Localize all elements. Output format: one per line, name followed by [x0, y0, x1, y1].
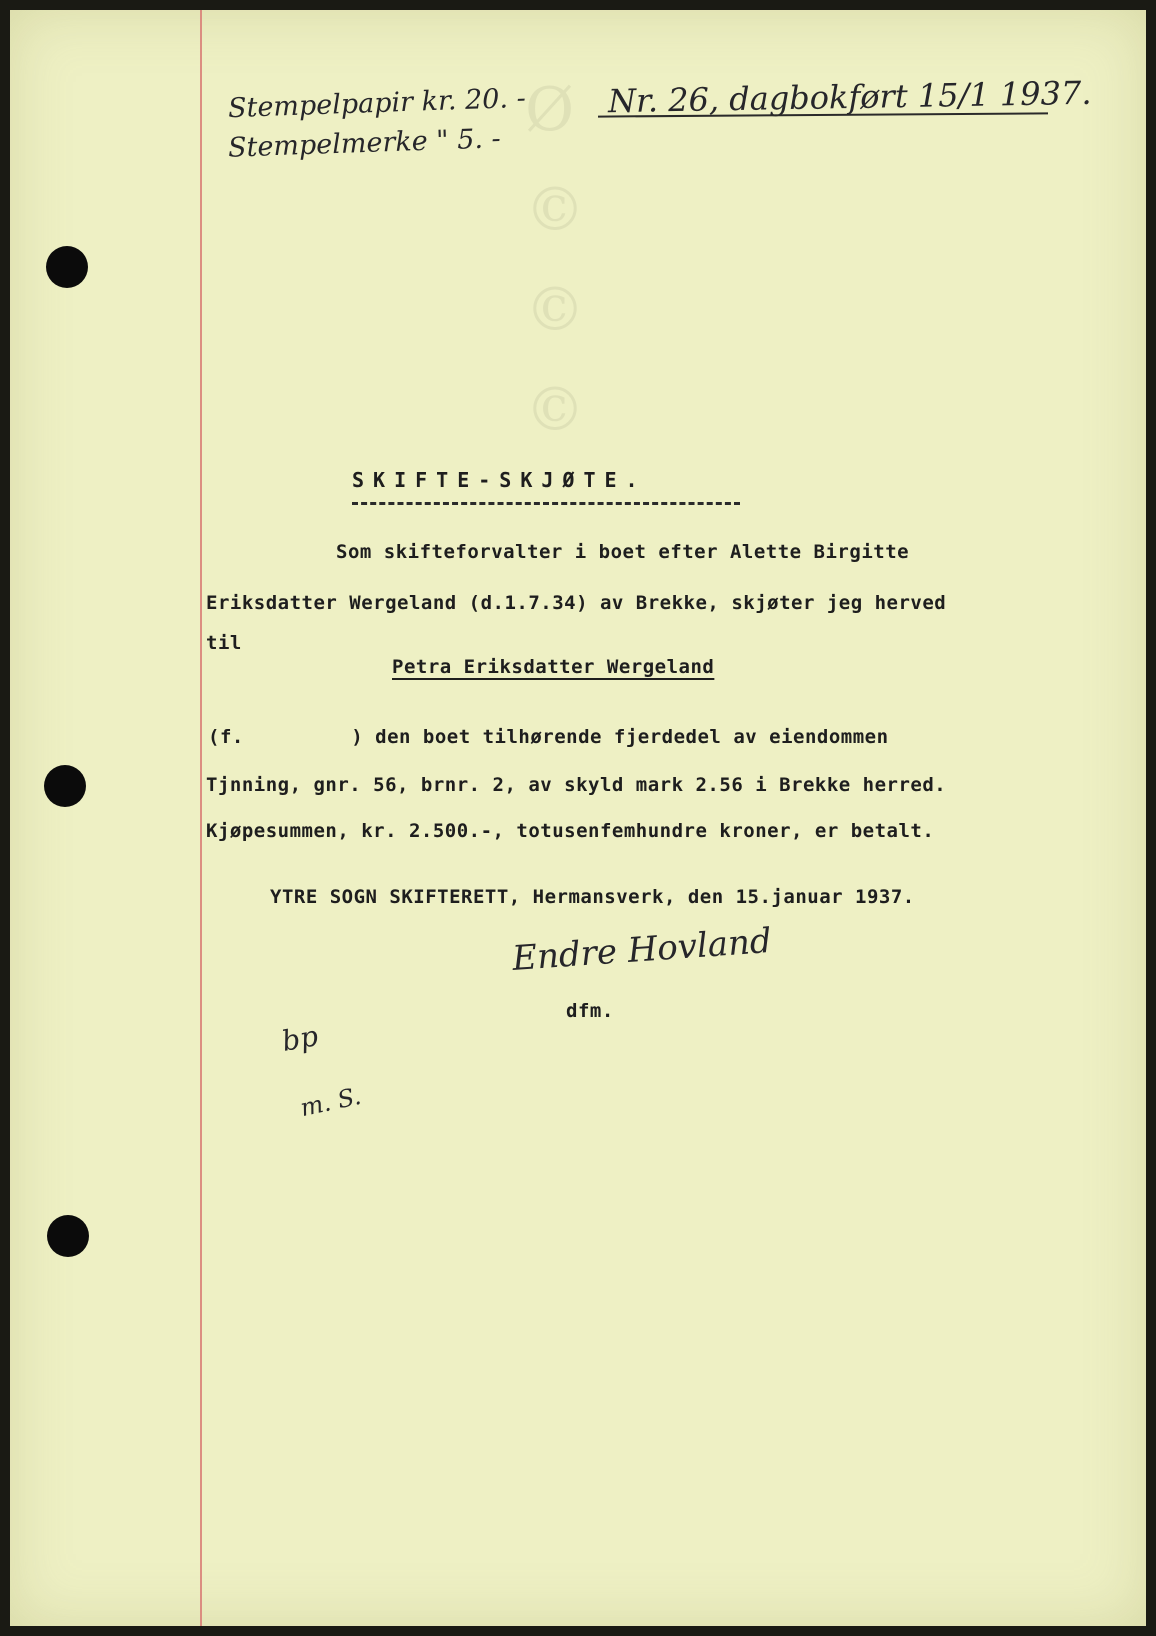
title-underline — [352, 502, 740, 505]
document-title: SKIFTE-SKJØTE. — [352, 468, 647, 492]
punch-hole-top — [46, 246, 88, 288]
registration-note: Nr. 26, dagbokført 15/1 1937. — [607, 73, 1092, 121]
margin-line — [200, 10, 202, 1626]
body-line-4: (f. ) den boet tilhørende fjerdedel av eiendommen — [208, 726, 889, 748]
body-line-2: Eriksdatter Wergeland (d.1.7.34) av Brekke, skjøter jeg herved — [206, 592, 947, 614]
punch-hole-bottom — [47, 1215, 89, 1257]
stamp-note-line1: Stempelpapir kr. 20. - — [227, 82, 527, 125]
svg-text:©: © — [525, 175, 585, 245]
body-line-5: Tjnning, gnr. 56, brnr. 2, av skyld mark 2.56 i Brekke herred. — [206, 774, 947, 796]
grantee-name: Petra Eriksdatter Wergeland — [392, 656, 715, 678]
margin-note-2: m. S. — [297, 1081, 364, 1123]
svg-text:©: © — [525, 275, 585, 345]
punch-hole-middle — [44, 765, 86, 807]
signature: Endre Hovland — [510, 920, 773, 980]
signature-title: dfm. — [566, 1000, 614, 1022]
body-line-6: Kjøpesummen, kr. 2.500.-, totusenfemhundre kroner, er betalt. — [206, 820, 935, 842]
stamp-note-line2: Stempelmerke " 5. - — [227, 123, 502, 164]
watermark — [515, 70, 635, 490]
place-date: YTRE SOGN SKIFTERETT, Hermansverk, den 15.januar 1937. — [270, 886, 915, 908]
svg-text:©: © — [525, 375, 585, 445]
document-page — [10, 10, 1146, 1626]
margin-note-1: bp — [279, 1019, 321, 1058]
body-line-1: Som skifteforvalter i boet efter Alette Birgitte — [336, 541, 910, 563]
svg-text:Ø: Ø — [525, 75, 575, 145]
body-line-3: til — [206, 632, 242, 654]
